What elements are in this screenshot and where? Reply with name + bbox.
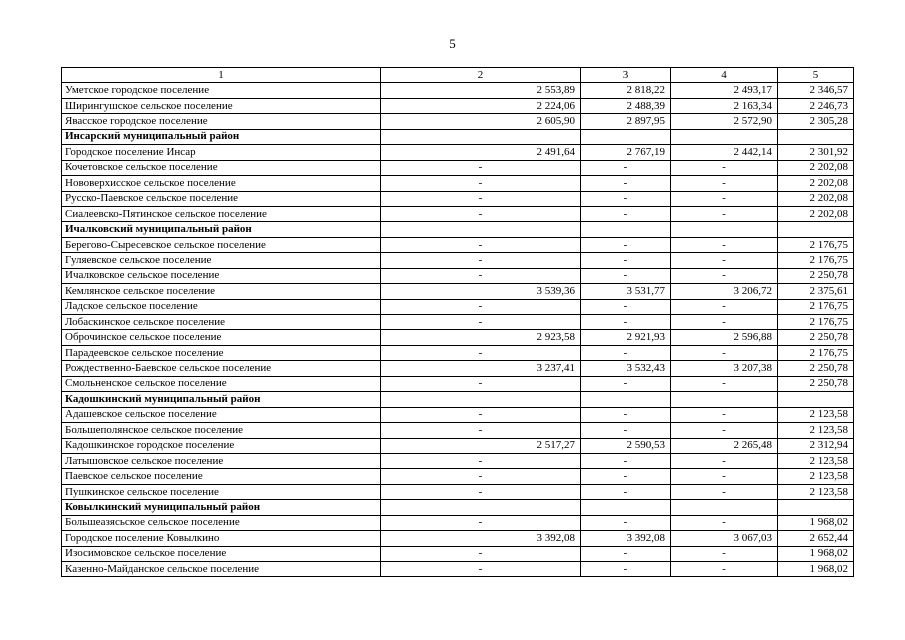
- value-cell-c4: -: [671, 268, 778, 283]
- value-cell-c4: 3 067,03: [671, 531, 778, 546]
- table-row: [62, 268, 854, 283]
- tariff-table: [61, 67, 854, 577]
- value-cell-c5: 2 176,75: [778, 315, 854, 330]
- value-cell-c3: -: [581, 407, 671, 422]
- table-row: [62, 515, 854, 530]
- settlement-name-cell: Лобаскинское сельское поселение: [62, 315, 381, 330]
- district-name-cell: Ичалковский муниципальный район: [62, 222, 381, 237]
- settlement-name-cell: Оброчинское сельское поселение: [62, 330, 381, 345]
- value-cell-c5: 2 301,92: [778, 145, 854, 160]
- value-cell-c2: -: [381, 237, 581, 252]
- value-cell-c4: -: [671, 376, 778, 391]
- value-cell-c3: [581, 392, 671, 407]
- table-row: [62, 330, 854, 345]
- value-cell-c3: -: [581, 160, 671, 175]
- table-row: [62, 407, 854, 422]
- value-cell-c2: 2 517,27: [381, 438, 581, 453]
- table-row: [62, 469, 854, 484]
- value-cell-c3: -: [581, 469, 671, 484]
- district-header-row: [62, 500, 854, 515]
- value-cell-c3: 3 392,08: [581, 531, 671, 546]
- table-body: [62, 68, 854, 577]
- value-cell-c5: 2 312,94: [778, 438, 854, 453]
- value-cell-c4: 2 265,48: [671, 438, 778, 453]
- settlement-name-cell: Ичалковское сельское поселение: [62, 268, 381, 283]
- district-header-row: [62, 392, 854, 407]
- value-cell-c4: [671, 392, 778, 407]
- value-cell-c2: 2 923,58: [381, 330, 581, 345]
- value-cell-c2: -: [381, 176, 581, 191]
- table-row: [62, 237, 854, 252]
- value-cell-c2: -: [381, 299, 581, 314]
- value-cell-c2: -: [381, 206, 581, 221]
- value-cell-c2: -: [381, 268, 581, 283]
- value-cell-c4: -: [671, 176, 778, 191]
- value-cell-c4: -: [671, 299, 778, 314]
- value-cell-c4: -: [671, 562, 778, 577]
- value-cell-c2: -: [381, 345, 581, 360]
- settlement-name-cell: Городское поселение Инсар: [62, 145, 381, 160]
- value-cell-c2: 2 605,90: [381, 114, 581, 129]
- value-cell-c5: 2 250,78: [778, 330, 854, 345]
- table-row: [62, 376, 854, 391]
- district-name-cell: Кадошкинский муниципальный район: [62, 392, 381, 407]
- value-cell-c2: -: [381, 484, 581, 499]
- column-number-5: 5: [778, 68, 854, 83]
- value-cell-c3: -: [581, 191, 671, 206]
- value-cell-c4: 2 493,17: [671, 83, 778, 98]
- column-number-1: 1: [62, 68, 381, 83]
- value-cell-c5: 2 176,75: [778, 345, 854, 360]
- column-number-2: 2: [381, 68, 581, 83]
- value-cell-c3: -: [581, 345, 671, 360]
- value-cell-c3: 2 590,53: [581, 438, 671, 453]
- table-row: [62, 160, 854, 175]
- value-cell-c5: 2 123,58: [778, 453, 854, 468]
- value-cell-c4: -: [671, 206, 778, 221]
- settlement-name-cell: Смольненское сельское поселение: [62, 376, 381, 391]
- value-cell-c3: [581, 500, 671, 515]
- district-name-cell: Инсарский муниципальный район: [62, 129, 381, 144]
- value-cell-c4: -: [671, 515, 778, 530]
- value-cell-c3: [581, 129, 671, 144]
- settlement-name-cell: Берегово-Сыресевское сельское поселение: [62, 237, 381, 252]
- value-cell-c4: -: [671, 191, 778, 206]
- settlement-name-cell: Кадошкинское городское поселение: [62, 438, 381, 453]
- table-row: [62, 145, 854, 160]
- value-cell-c2: -: [381, 191, 581, 206]
- value-cell-c5: 1 968,02: [778, 562, 854, 577]
- table-row: [62, 206, 854, 221]
- table-row: [62, 176, 854, 191]
- value-cell-c4: 2 572,90: [671, 114, 778, 129]
- value-cell-c5: 2 202,08: [778, 160, 854, 175]
- value-cell-c4: -: [671, 484, 778, 499]
- table-row: [62, 453, 854, 468]
- settlement-name-cell: Явасское городское поселение: [62, 114, 381, 129]
- value-cell-c2: -: [381, 376, 581, 391]
- value-cell-c4: [671, 222, 778, 237]
- page-number: 5: [449, 36, 456, 51]
- table-row: [62, 299, 854, 314]
- value-cell-c5: [778, 500, 854, 515]
- value-cell-c5: 2 250,78: [778, 361, 854, 376]
- value-cell-c2: -: [381, 160, 581, 175]
- value-cell-c4: -: [671, 453, 778, 468]
- value-cell-c4: 3 207,38: [671, 361, 778, 376]
- settlement-name-cell: Паевское сельское поселение: [62, 469, 381, 484]
- value-cell-c4: 2 442,14: [671, 145, 778, 160]
- value-cell-c5: 2 202,08: [778, 206, 854, 221]
- table-row: [62, 423, 854, 438]
- value-cell-c4: -: [671, 160, 778, 175]
- value-cell-c5: 2 202,08: [778, 176, 854, 191]
- value-cell-c3: -: [581, 423, 671, 438]
- value-cell-c5: 2 123,58: [778, 484, 854, 499]
- settlement-name-cell: Сиалеевско-Пятинское сельское поселение: [62, 206, 381, 221]
- value-cell-c3: -: [581, 299, 671, 314]
- settlement-name-cell: Рождественно-Баевское сельское поселение: [62, 361, 381, 376]
- table-row: [62, 98, 854, 113]
- value-cell-c3: -: [581, 515, 671, 530]
- value-cell-c4: [671, 500, 778, 515]
- table-row: [62, 345, 854, 360]
- value-cell-c5: [778, 392, 854, 407]
- value-cell-c2: 3 237,41: [381, 361, 581, 376]
- settlement-name-cell: Большеазясьское сельское поселение: [62, 515, 381, 530]
- value-cell-c3: -: [581, 237, 671, 252]
- value-cell-c5: 2 123,58: [778, 423, 854, 438]
- value-cell-c5: 2 250,78: [778, 268, 854, 283]
- value-cell-c2: -: [381, 469, 581, 484]
- value-cell-c3: [581, 222, 671, 237]
- table-row: [62, 284, 854, 299]
- value-cell-c4: -: [671, 253, 778, 268]
- value-cell-c4: -: [671, 345, 778, 360]
- settlement-name-cell: Адашевское сельское поселение: [62, 407, 381, 422]
- table-row: [62, 438, 854, 453]
- table-row: [62, 484, 854, 499]
- value-cell-c2: -: [381, 453, 581, 468]
- value-cell-c5: 2 246,73: [778, 98, 854, 113]
- table-row: [62, 562, 854, 577]
- settlement-name-cell: Ширингушское сельское поселение: [62, 98, 381, 113]
- settlement-name-cell: Казенно-Майданское сельское поселение: [62, 562, 381, 577]
- value-cell-c2: [381, 500, 581, 515]
- settlement-name-cell: Кочетовское сельское поселение: [62, 160, 381, 175]
- value-cell-c3: -: [581, 253, 671, 268]
- value-cell-c3: 2 897,95: [581, 114, 671, 129]
- value-cell-c2: 2 491,64: [381, 145, 581, 160]
- settlement-name-cell: Кемлянское сельское поселение: [62, 284, 381, 299]
- district-name-cell: Ковылкинский муниципальный район: [62, 500, 381, 515]
- value-cell-c5: 2 202,08: [778, 191, 854, 206]
- table-row: [62, 361, 854, 376]
- table-row: [62, 191, 854, 206]
- settlement-name-cell: Изосимовское сельское поселение: [62, 546, 381, 561]
- value-cell-c2: -: [381, 315, 581, 330]
- value-cell-c4: -: [671, 423, 778, 438]
- district-header-row: [62, 129, 854, 144]
- value-cell-c3: 2 488,39: [581, 98, 671, 113]
- table-row: [62, 114, 854, 129]
- value-cell-c5: 2 123,58: [778, 407, 854, 422]
- table-row: [62, 546, 854, 561]
- value-cell-c5: 2 652,44: [778, 531, 854, 546]
- value-cell-c4: -: [671, 237, 778, 252]
- value-cell-c2: [381, 392, 581, 407]
- settlement-name-cell: Нововерхисское сельское поселение: [62, 176, 381, 191]
- value-cell-c3: 3 531,77: [581, 284, 671, 299]
- value-cell-c5: 2 346,57: [778, 83, 854, 98]
- value-cell-c2: 2 224,06: [381, 98, 581, 113]
- value-cell-c5: 2 176,75: [778, 299, 854, 314]
- value-cell-c2: 2 553,89: [381, 83, 581, 98]
- value-cell-c2: [381, 129, 581, 144]
- value-cell-c3: -: [581, 562, 671, 577]
- settlement-name-cell: Гуляевское сельское поселение: [62, 253, 381, 268]
- value-cell-c3: -: [581, 376, 671, 391]
- settlement-name-cell: Уметское городское поселение: [62, 83, 381, 98]
- value-cell-c3: -: [581, 453, 671, 468]
- value-cell-c4: -: [671, 469, 778, 484]
- settlement-name-cell: Ладское сельское поселение: [62, 299, 381, 314]
- value-cell-c3: -: [581, 546, 671, 561]
- value-cell-c3: -: [581, 206, 671, 221]
- value-cell-c4: -: [671, 407, 778, 422]
- value-cell-c4: 2 596,88: [671, 330, 778, 345]
- value-cell-c4: 2 163,34: [671, 98, 778, 113]
- value-cell-c3: 2 767,19: [581, 145, 671, 160]
- value-cell-c2: -: [381, 562, 581, 577]
- settlement-name-cell: Пушкинское сельское поселение: [62, 484, 381, 499]
- value-cell-c4: -: [671, 315, 778, 330]
- value-cell-c2: -: [381, 253, 581, 268]
- value-cell-c2: -: [381, 423, 581, 438]
- value-cell-c4: -: [671, 546, 778, 561]
- value-cell-c4: 3 206,72: [671, 284, 778, 299]
- value-cell-c2: -: [381, 407, 581, 422]
- value-cell-c2: 3 539,36: [381, 284, 581, 299]
- settlement-name-cell: Латышовское сельское поселение: [62, 453, 381, 468]
- value-cell-c5: 1 968,02: [778, 515, 854, 530]
- column-number-row: [62, 68, 854, 83]
- value-cell-c3: -: [581, 268, 671, 283]
- value-cell-c3: 3 532,43: [581, 361, 671, 376]
- value-cell-c5: 1 968,02: [778, 546, 854, 561]
- value-cell-c3: -: [581, 484, 671, 499]
- settlement-name-cell: Городское поселение Ковылкино: [62, 531, 381, 546]
- table-row: [62, 253, 854, 268]
- value-cell-c5: [778, 222, 854, 237]
- value-cell-c3: -: [581, 315, 671, 330]
- value-cell-c5: 2 123,58: [778, 469, 854, 484]
- value-cell-c4: [671, 129, 778, 144]
- column-number-3: 3: [581, 68, 671, 83]
- table-row: [62, 531, 854, 546]
- value-cell-c2: 3 392,08: [381, 531, 581, 546]
- district-header-row: [62, 222, 854, 237]
- table-row: [62, 315, 854, 330]
- table-row: [62, 83, 854, 98]
- value-cell-c3: -: [581, 176, 671, 191]
- value-cell-c5: 2 305,28: [778, 114, 854, 129]
- settlement-name-cell: Русско-Паевское сельское поселение: [62, 191, 381, 206]
- value-cell-c5: [778, 129, 854, 144]
- value-cell-c5: 2 375,61: [778, 284, 854, 299]
- value-cell-c5: 2 176,75: [778, 253, 854, 268]
- value-cell-c2: -: [381, 546, 581, 561]
- value-cell-c5: 2 176,75: [778, 237, 854, 252]
- value-cell-c5: 2 250,78: [778, 376, 854, 391]
- value-cell-c2: [381, 222, 581, 237]
- settlement-name-cell: Парадеевское сельское поселение: [62, 345, 381, 360]
- value-cell-c2: -: [381, 515, 581, 530]
- settlement-name-cell: Большеполянское сельское поселение: [62, 423, 381, 438]
- value-cell-c3: 2 818,22: [581, 83, 671, 98]
- column-number-4: 4: [671, 68, 778, 83]
- value-cell-c3: 2 921,93: [581, 330, 671, 345]
